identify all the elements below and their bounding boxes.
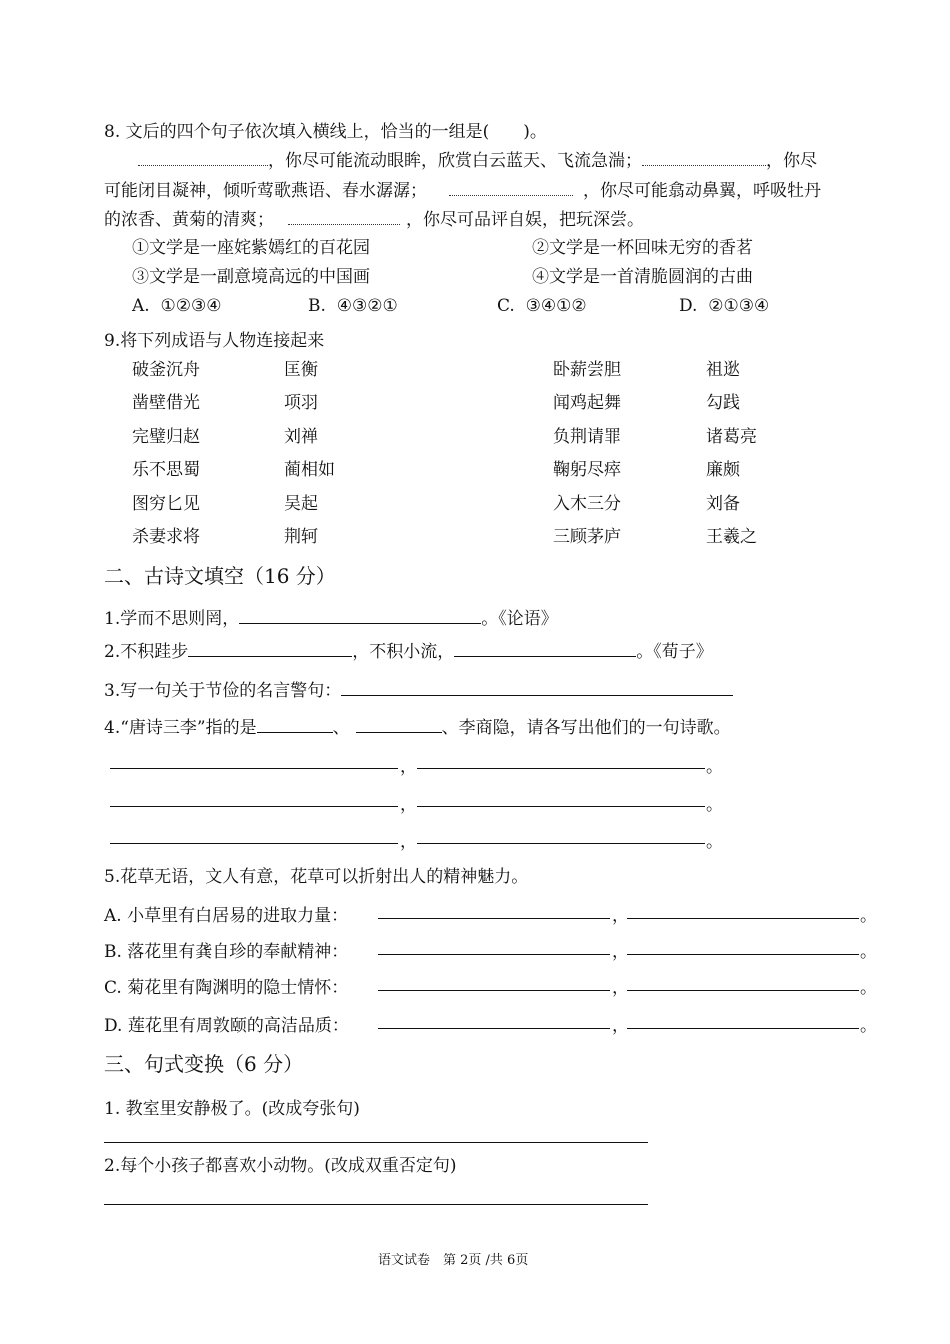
q9-right-person[interactable]: 祖逖 [706, 360, 740, 380]
s3-q2: 2.每个小孩子都喜欢小动物。(改成双重否定句) [104, 1156, 457, 1176]
q5-answer-line-a[interactable] [378, 990, 610, 991]
s3-q2-answer-line[interactable] [104, 1204, 648, 1205]
q8-option-a[interactable]: A. ①②③④ [132, 296, 222, 316]
poem-line-1b[interactable] [417, 768, 705, 769]
q8-text-2a: 可能闭目凝神，倾听莺歌燕语、春水潺潺； [104, 181, 427, 201]
q9-right-person[interactable]: 刘备 [706, 494, 740, 514]
q5-comma: ， [612, 978, 629, 998]
q8-line3 [104, 205, 644, 230]
q5-answer-line-a[interactable] [378, 1028, 610, 1029]
s3-q1-answer-line[interactable] [104, 1142, 648, 1143]
s2-q1: 1.学而不思则罔， 。《论语》 [104, 604, 558, 629]
q8-blank-1[interactable] [138, 149, 268, 166]
q5-answer-line-a[interactable] [378, 918, 610, 919]
q9-right-idiom[interactable]: 鞠躬尽瘁 [553, 460, 621, 480]
s2-q4-blank-1[interactable] [257, 714, 333, 733]
s2-q1-blank[interactable] [239, 605, 481, 624]
s2-q2-blank-1[interactable] [188, 638, 352, 657]
q8-option-b[interactable]: B. ④③②① [308, 296, 398, 316]
q8-text-3a: 的浓香、黄菊的清爽； [104, 210, 274, 230]
q9-left-person[interactable]: 蔺相如 [284, 460, 335, 480]
q9-left-idiom[interactable]: 完璧归赵 [132, 427, 200, 447]
page-footer: 语文试卷 第 2页 /共 6页 [378, 1253, 529, 1268]
q8-line1 [104, 146, 817, 171]
q8-sentence-2: ②文学是一杯回味无穷的香茗 [532, 238, 753, 258]
poem-line-3b[interactable] [417, 843, 705, 844]
q5-period: 。 [860, 978, 877, 998]
s2-q3-blank[interactable] [341, 677, 733, 696]
q8-blank-3[interactable] [449, 179, 573, 196]
q8-text-1b: ，你尽 [766, 151, 817, 171]
q9-stem: 9.将下列成语与人物连接起来 [104, 331, 325, 351]
q8-stem: 8. 文后的四个句子依次填入横线上，恰当的一组是( )。 [104, 122, 547, 142]
q9-right-person[interactable]: 廉颇 [706, 460, 740, 480]
s2-q5: 5.花草无语，文人有意，花草可以折射出人的精神魅力。 [104, 867, 529, 887]
q5-period: 。 [860, 906, 877, 926]
q8-sentence-4: ④文学是一首清脆圆润的古曲 [532, 267, 753, 287]
q5-period: 。 [860, 942, 877, 962]
poem-line-2a[interactable] [110, 806, 398, 807]
poem-period-3: 。 [706, 832, 723, 852]
poem-comma-1: ， [400, 757, 417, 777]
q9-left-person[interactable]: 荆轲 [284, 527, 318, 547]
section2-title: 二、古诗文填空（16 分） [104, 564, 336, 588]
q9-left-idiom[interactable]: 破釜沉舟 [132, 360, 200, 380]
q5-item-label: C. 菊花里有陶渊明的隐士情怀： [104, 978, 349, 998]
q5-answer-line-b[interactable] [627, 1028, 859, 1029]
s2-q2-blank-2[interactable] [454, 638, 636, 657]
q5-answer-line-b[interactable] [627, 954, 859, 955]
poem-comma-3: ， [400, 832, 417, 852]
q8-text-3b: ，你尽可品评自娱，把玩深尝。 [406, 210, 644, 230]
q9-left-person[interactable]: 吴起 [284, 494, 318, 514]
q9-left-idiom[interactable]: 图穷匕见 [132, 494, 200, 514]
s2-q4: 4.“唐诗三李”指的是 、 、李商隐，请各写出他们的一句诗歌。 [104, 713, 731, 738]
q8-option-d[interactable]: D. ②①③④ [679, 296, 770, 316]
q9-right-person[interactable]: 勾践 [706, 393, 740, 413]
q5-answer-line-b[interactable] [627, 990, 859, 991]
q5-period: 。 [860, 1016, 877, 1036]
q9-left-person[interactable]: 刘禅 [284, 427, 318, 447]
q8-text-2b: ，你尽可能翕动鼻翼，呼吸牡丹 [583, 181, 821, 201]
q9-right-idiom[interactable]: 闻鸡起舞 [553, 393, 621, 413]
q9-right-person[interactable]: 诸葛亮 [706, 427, 757, 447]
poem-period-2: 。 [706, 795, 723, 815]
q9-left-idiom[interactable]: 凿壁借光 [132, 393, 200, 413]
q5-item-label: A. 小草里有白居易的进取力量： [104, 906, 349, 926]
q5-item-label: B. 落花里有龚自珍的奉献精神： [104, 942, 349, 962]
section3-title: 三、句式变换（6 分） [104, 1052, 304, 1076]
q9-right-idiom[interactable]: 卧薪尝胆 [553, 360, 621, 380]
q5-comma: ， [612, 906, 629, 926]
q8-blank-4[interactable] [288, 208, 400, 225]
q9-left-person[interactable]: 匡衡 [284, 360, 318, 380]
q5-answer-line-a[interactable] [378, 954, 610, 955]
s2-q3: 3.写一句关于节俭的名言警句： [104, 676, 733, 701]
q9-left-idiom[interactable]: 杀妻求将 [132, 527, 200, 547]
s2-q2: 2.不积跬步 ，不积小流， 。《荀子》 [104, 637, 713, 662]
q5-item-label: D. 莲花里有周敦颐的高洁品质： [104, 1016, 349, 1036]
poem-comma-2: ， [400, 795, 417, 815]
q8-sentence-3: ③文学是一副意境高远的中国画 [132, 267, 370, 287]
q9-left-person[interactable]: 项羽 [284, 393, 318, 413]
s3-q1: 1. 教室里安静极了。(改成夸张句) [104, 1099, 360, 1119]
q9-right-idiom[interactable]: 负荆请罪 [553, 427, 621, 447]
q8-blank-2[interactable] [642, 149, 766, 166]
q9-right-idiom[interactable]: 三顾茅庐 [553, 527, 621, 547]
poem-line-2b[interactable] [417, 806, 705, 807]
q8-text-1a: ，你尽可能流动眼眸，欣赏白云蓝天、飞流急湍； [268, 151, 642, 171]
poem-line-1a[interactable] [110, 768, 398, 769]
q5-answer-line-b[interactable] [627, 918, 859, 919]
poem-period-1: 。 [706, 757, 723, 777]
q8-sentence-1: ①文学是一座姹紫嫣红的百花园 [132, 238, 370, 258]
q5-comma: ， [612, 942, 629, 962]
q9-right-idiom[interactable]: 入木三分 [553, 494, 621, 514]
q5-comma: ， [612, 1016, 629, 1036]
q8-option-c[interactable]: C. ③④①② [497, 296, 587, 316]
s2-q4-blank-2[interactable] [356, 714, 442, 733]
q9-left-idiom[interactable]: 乐不思蜀 [132, 460, 200, 480]
q8-line2 [104, 176, 821, 201]
poem-line-3a[interactable] [110, 843, 398, 844]
q9-right-person[interactable]: 王羲之 [706, 527, 757, 547]
